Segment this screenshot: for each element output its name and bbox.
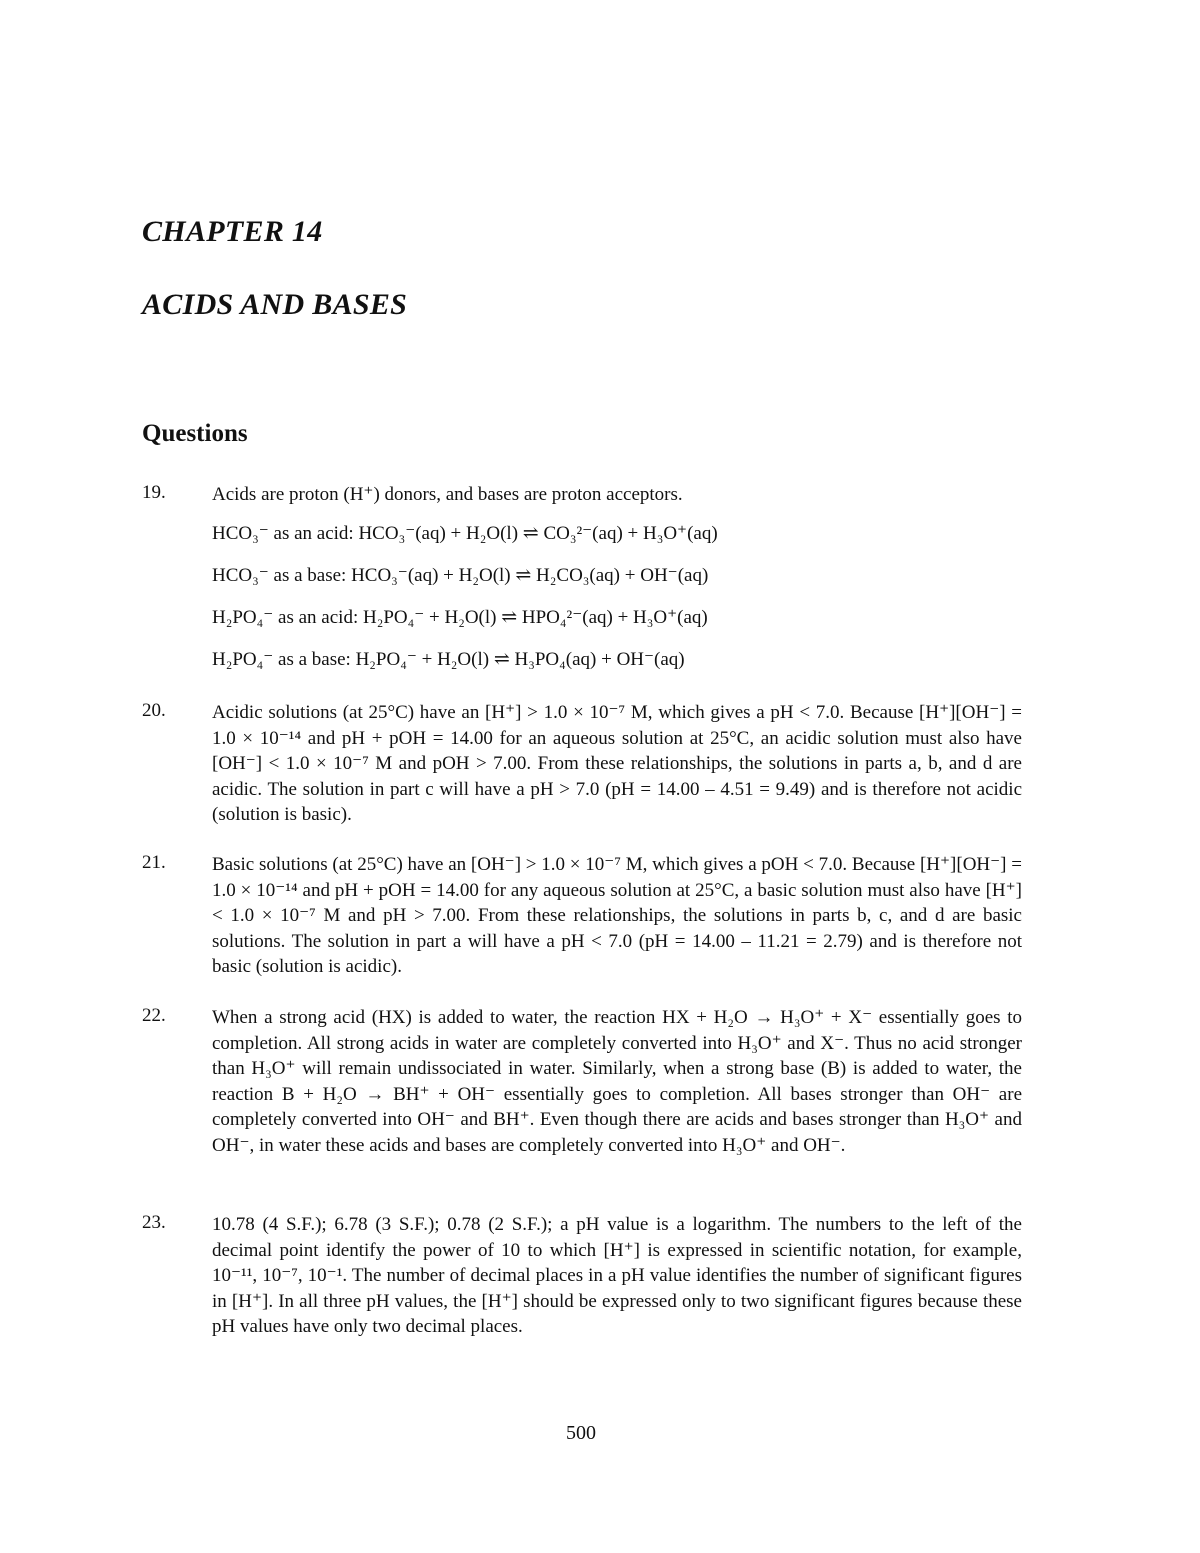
question-19-text: Acids are proton (H⁺) donors, and bases are proton acceptors. — [212, 484, 683, 505]
equation-h2po4-base: H₂PO₄⁻ as a base: H₂PO₄⁻ + H₂O(l) ⇌ H₃PO₄(aq) + OH⁻(aq) — [212, 649, 685, 670]
page-number: 500 — [566, 1422, 596, 1444]
section-heading: Questions — [142, 420, 248, 447]
chapter-heading: CHAPTER 14 — [142, 215, 323, 248]
question-22-text: When a strong acid (HX) is added to water, the reaction HX + H₂O → H₃O⁺ + X⁻ essentially goes to completion. All strong acids in water are completely converted into H₃O⁺ and X⁻. Thus no acid stronger than H₃O⁺ will remain undissociated in water. Similarly, when a strong base (B) is added to water, the reaction B + H₂O → BH⁺ + OH⁻ essentially goes to completion. All bases stronger than OH⁻ are completely converted into OH⁻ and BH⁺. Even though there are acids and bases stronger than H₃O⁺ and OH⁻, in water these acids and bases are completely converted into H₃O⁺ and OH⁻. — [212, 1007, 1022, 1156]
question-23-text: 10.78 (4 S.F.); 6.78 (3 S.F.); 0.78 (2 S.F.); a pH value is a logarithm. The numbers to the left of the decimal point identify the power of 10 to which [H⁺] is expressed in scientific notation, for example, 10⁻¹¹, 10⁻⁷, 10⁻¹. The number of decimal places in a pH value identifies the number of significant figures in [H⁺]. In all three pH values, the [H⁺] should be expressed only to two significant figures because these pH values have only two decimal places. — [212, 1214, 1022, 1337]
equation-hco3-base: HCO₃⁻ as a base: HCO₃⁻(aq) + H₂O(l) ⇌ H₂CO₃(aq) + OH⁻(aq) — [212, 565, 709, 586]
question-21-number: 21. — [142, 852, 166, 873]
chapter-title: ACIDS AND BASES — [142, 288, 408, 321]
question-20-text: Acidic solutions (at 25°C) have an [H⁺] > 1.0 × 10⁻⁷ M, which gives a pH < 7.0. Because [H⁺][OH⁻] = 1.0 × 10⁻¹⁴ and pH + pOH = 14.00 for an aqueous solution at 25°C, an acidic solution must also have [OH⁻] < 1.0 × 10⁻⁷ M and pOH > 7.00. From these relationships, the solutions in parts a, b, and d are acidic. The solution in part c will have a pH > 7.0 (pH = 14.00 – 4.51 = 9.49) and is therefore not acidic (solution is basic). — [212, 702, 1022, 825]
question-22-number: 22. — [142, 1005, 166, 1026]
equation-hco3-acid: HCO₃⁻ as an acid: HCO₃⁻(aq) + H₂O(l) ⇌ CO₃²⁻(aq) + H₃O⁺(aq) — [212, 523, 718, 544]
question-20-number: 20. — [142, 700, 166, 721]
question-21-text: Basic solutions (at 25°C) have an [OH⁻] > 1.0 × 10⁻⁷ M, which gives a pOH < 7.0. Because [H⁺][OH⁻] = 1.0 × 10⁻¹⁴ and pH + pOH = 14.00 for any aqueous solution at 25°C, a basic solution must also have [H⁺] < 1.0 × 10⁻⁷ M and pH > 7.00. From these relationships, the solutions in parts b, c, and d are basic solutions. The solution in part a will have a pH < 7.0 (pH = 14.00 – 11.21 = 2.79) and is therefore not basic (solution is acidic). — [212, 854, 1022, 977]
equation-h2po4-acid: H₂PO₄⁻ as an acid: H₂PO₄⁻ + H₂O(l) ⇌ HPO₄²⁻(aq) + H₃O⁺(aq) — [212, 607, 708, 628]
question-19-number: 19. — [142, 482, 166, 503]
question-23-number: 23. — [142, 1212, 166, 1233]
